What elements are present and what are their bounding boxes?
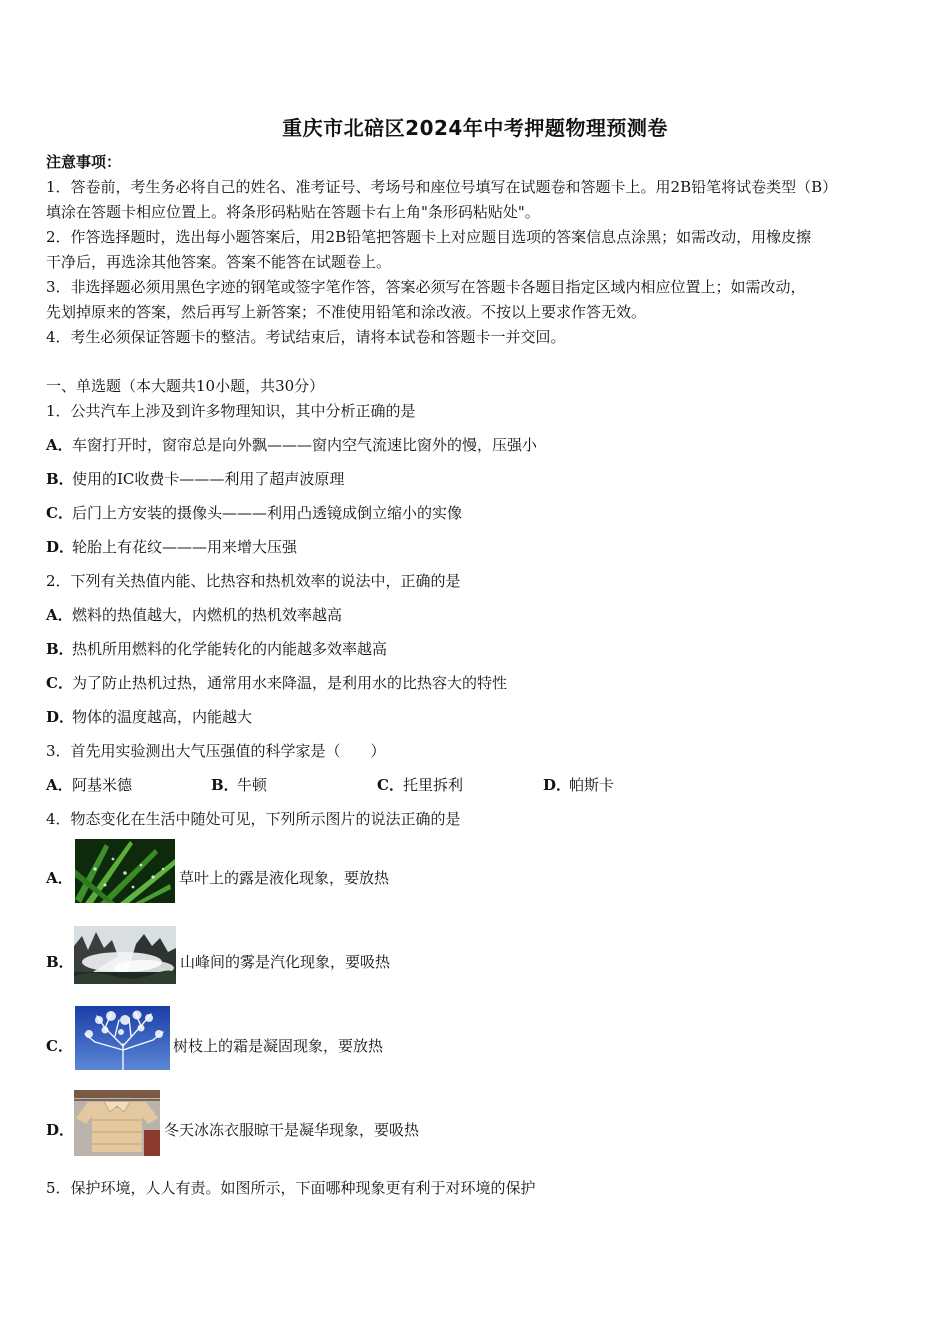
question-5-stem: 5．保护环境，人人有责。如图所示，下面哪种现象更有利于对环境的保护 xyxy=(46,1179,536,1197)
question-4-option-d-text[interactable]: 冬天冰冻衣服晾干是凝华现象，要吸热 xyxy=(164,1121,420,1139)
mountain-fog-photo-icon xyxy=(74,926,176,984)
question-4-stem: 4．物态变化在生活中随处可见，下列所示图片的说法正确的是 xyxy=(46,810,461,828)
question-3-stem: 3．首先用实验测出大气压强值的科学家是（ ） xyxy=(46,742,386,760)
notice-line: 干净后，再选涂其他答案。答案不能答在试题卷上。 xyxy=(46,253,392,271)
question-2-stem: 2．下列有关热值内能、比热容和热机效率的说法中，正确的是 xyxy=(46,572,461,590)
page-title: 重庆市北碚区2024年中考押题物理预测卷 xyxy=(282,116,668,140)
section-heading: 一、单选题（本大题共10小题，共30分） xyxy=(46,377,325,395)
question-2-option-d[interactable]: D．物体的温度越高，内能越大 xyxy=(46,708,253,726)
question-2-option-c[interactable]: C．为了防止热机过热，通常用水来降温，是利用水的比热容大的特性 xyxy=(46,674,508,692)
question-3-option-b[interactable]: B．牛顿 xyxy=(211,776,268,794)
question-2-option-a[interactable]: A．燃料的热值越大，内燃机的热机效率越高 xyxy=(46,606,343,624)
frost-tree-photo-icon xyxy=(75,1006,170,1070)
notice-line: 4．考生必须保证答题卡的整洁。考试结束后，请将本试卷和答题卡一并交回。 xyxy=(46,328,566,346)
question-4-option-a-label: A． xyxy=(46,869,73,887)
notice-heading: 注意事项： xyxy=(46,153,122,171)
question-1-option-b[interactable]: B．使用的IC收费卡———利用了超声波原理 xyxy=(46,470,345,488)
question-1-option-c[interactable]: C．后门上方安装的摄像头———利用凸透镜成倒立缩小的实像 xyxy=(46,504,463,522)
question-4-option-c-text[interactable]: 树枝上的霜是凝固现象，要放热 xyxy=(173,1037,384,1055)
question-4-option-a-text[interactable]: 草叶上的露是液化现象，要放热 xyxy=(179,869,390,887)
question-4-option-c-label: C． xyxy=(46,1037,73,1055)
question-1-stem: 1．公共汽车上涉及到许多物理知识，其中分析正确的是 xyxy=(46,402,416,420)
notice-line: 2．作答选择题时，选出每小题答案后，用2B铅笔把答题卡上对应题目选项的答案信息点涂黑；如需改动，用橡皮擦 xyxy=(46,228,812,246)
notice-line: 1．答卷前，考生务必将自己的姓名、准考证号、考场号和座位号填写在试题卷和答题卡上。用2B铅笔将试卷类型（B） xyxy=(46,178,838,196)
notice-line: 3．非选择题必须用黑色字迹的钢笔或签字笔作答，答案必须写在答题卡各题目指定区域内相应位置上；如需改动， xyxy=(46,278,806,296)
frozen-clothes-photo-icon xyxy=(74,1090,160,1156)
question-3-option-d[interactable]: D．帕斯卡 xyxy=(543,776,615,794)
question-3-option-a[interactable]: A．阿基米德 xyxy=(46,776,133,794)
notice-line: 填涂在答题卡相应位置上。将条形码粘贴在答题卡右上角"条形码粘贴处"。 xyxy=(46,203,540,221)
question-1-option-a[interactable]: A．车窗打开时，窗帘总是向外飘———窗内空气流速比窗外的慢，压强小 xyxy=(46,436,538,454)
question-3-option-c[interactable]: C．托里拆利 xyxy=(377,776,464,794)
question-2-option-b[interactable]: B．热机所用燃料的化学能转化的内能越多效率越高 xyxy=(46,640,388,658)
notice-line: 先划掉原来的答案，然后再写上新答案；不准使用铅笔和涂改液。不按以上要求作答无效。 xyxy=(46,303,647,321)
question-4-option-d-label: D． xyxy=(46,1121,75,1139)
question-4-option-b-text[interactable]: 山峰间的雾是汽化现象，要吸热 xyxy=(180,953,391,971)
question-4-option-b-label: B． xyxy=(46,953,74,971)
grass-dew-photo-icon xyxy=(75,839,175,903)
question-1-option-d[interactable]: D．轮胎上有花纹———用来增大压强 xyxy=(46,538,298,556)
